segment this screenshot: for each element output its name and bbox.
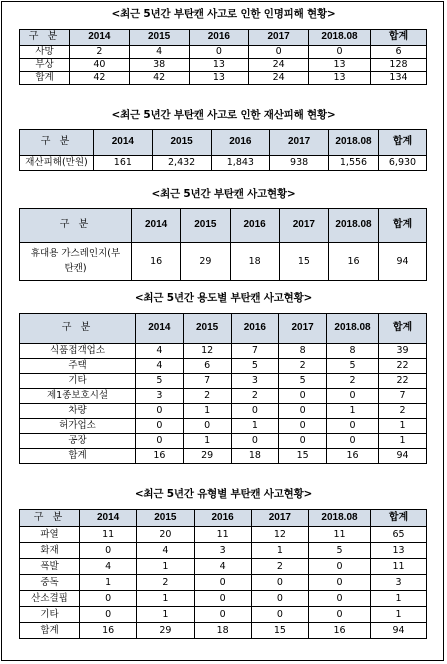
table-cell: 42 [70,72,130,85]
row-label: 합계 [20,449,136,464]
table-row [20,46,427,59]
header-cell: 2017 [251,510,308,527]
table-cell: 94 [379,449,427,464]
table-cell: 4 [80,559,137,575]
header-cell: 2016 [230,209,279,243]
row-label: 기타 [20,374,136,389]
table-cell: 1 [183,434,231,449]
table-cell: 0 [136,434,184,449]
table-cell: 0 [183,419,231,434]
table-row [20,359,427,374]
table-cell: 39 [379,344,427,359]
row-label: 식품접객업소 [20,344,136,359]
table-cell: 1,843 [211,156,270,171]
header-cell: 2014 [136,314,184,344]
table-cell: 16 [309,623,371,639]
table-cell: 65 [371,527,427,543]
table-cell: 0 [279,404,327,419]
section1-title: <최근 5년간 부탄캔 사고로 인한 인명피해 현황> [111,8,336,20]
table-row [20,575,427,591]
table-cell: 0 [194,607,251,623]
table-row [20,449,427,464]
table-cell: 15 [279,449,327,464]
header-cell: 2018.08 [309,30,371,46]
table-cell: 38 [129,59,189,72]
row-label: 휴대용 가스레인지(부탄캔) [20,243,132,281]
table-cell: 0 [279,434,327,449]
table-cell: 0 [189,46,249,59]
header-cell: 구 분 [20,314,136,344]
header-cell: 구 분 [20,130,94,156]
table-cell: 42 [129,72,189,85]
usage-accident-table [19,313,427,464]
table-cell: 1,556 [329,156,379,171]
header-cell: 2014 [80,510,137,527]
accident-table [19,208,427,281]
table-cell: 16 [136,449,184,464]
header-cell: 합계 [371,30,427,46]
type-accident-table [19,509,427,639]
table-header-row [20,130,427,156]
header-cell: 2018.08 [329,130,379,156]
section5-title: <최근 5년간 유형별 부탄캔 사고현황> [134,488,313,500]
table-cell: 4 [136,344,184,359]
header-cell: 2015 [129,30,189,46]
table-row [20,243,427,281]
table-header-row [20,30,427,46]
table-cell: 16 [132,243,181,281]
table-cell: 94 [379,243,427,281]
row-label: 파열 [20,527,80,543]
table-cell: 0 [231,434,279,449]
table-cell: 1 [251,543,308,559]
table-cell: 24 [249,72,309,85]
table-cell: 12 [251,527,308,543]
table-cell: 0 [251,607,308,623]
header-cell: 2018.08 [327,314,379,344]
header-cell: 2014 [132,209,181,243]
table-cell: 0 [309,559,371,575]
table-cell: 2 [231,389,279,404]
table-cell: 128 [371,59,427,72]
table-cell: 0 [249,46,309,59]
table-row [20,527,427,543]
table-cell: 7 [379,389,427,404]
table-cell: 3 [231,374,279,389]
table-cell: 22 [379,374,427,389]
row-label: 중독 [20,575,80,591]
table-cell: 11 [80,527,137,543]
table-row [20,419,427,434]
table-cell: 0 [309,46,371,59]
table-cell: 2 [279,359,327,374]
table-cell: 11 [194,527,251,543]
row-label: 공장 [20,434,136,449]
header-cell: 2015 [181,209,230,243]
row-label: 합계 [20,72,70,85]
table-cell: 3 [194,543,251,559]
table-row [20,559,427,575]
table-cell: 0 [136,419,184,434]
table-cell: 1 [80,575,137,591]
table-cell: 1 [183,404,231,419]
table-cell: 1 [371,591,427,607]
table-row [20,374,427,389]
table-cell: 8 [279,344,327,359]
table-cell: 1 [371,607,427,623]
table-cell: 4 [194,559,251,575]
header-cell: 2016 [189,30,249,46]
table-cell: 11 [309,527,371,543]
table-cell: 0 [279,419,327,434]
table-row [20,156,427,171]
table-cell: 6 [371,46,427,59]
table-cell: 15 [279,243,328,281]
table-cell: 0 [309,607,371,623]
table-cell: 0 [80,543,137,559]
table-cell: 0 [136,404,184,419]
header-cell: 2016 [211,130,270,156]
table-cell: 0 [194,591,251,607]
table-cell: 16 [329,243,379,281]
table-cell: 4 [136,359,184,374]
table-cell: 7 [231,344,279,359]
table-cell: 1 [231,419,279,434]
table-cell: 16 [327,449,379,464]
table-cell: 0 [309,591,371,607]
header-cell: 구 분 [20,30,70,46]
row-label: 합계 [20,623,80,639]
property-damage-table [19,129,427,171]
table-cell: 2 [183,389,231,404]
table-cell: 5 [136,374,184,389]
header-cell: 2015 [152,130,211,156]
row-label: 차량 [20,404,136,419]
header-cell: 구 분 [20,209,132,243]
table-cell: 0 [251,591,308,607]
table-cell: 7 [183,374,231,389]
table-cell: 40 [70,59,130,72]
table-cell: 29 [137,623,194,639]
table-cell: 0 [231,404,279,419]
table-cell: 4 [129,46,189,59]
table-cell: 161 [94,156,153,171]
table-cell: 0 [251,575,308,591]
table-cell: 1 [379,434,427,449]
table-cell: 5 [231,359,279,374]
section2-title: <최근 5년간 부탄캔 사고로 인한 재산피해 현황> [111,109,336,121]
header-cell: 합계 [379,209,427,243]
table-cell: 18 [194,623,251,639]
table-row [20,404,427,419]
table-cell: 2 [251,559,308,575]
table-cell: 1 [379,419,427,434]
table-cell: 5 [279,374,327,389]
table-header-row [20,510,427,527]
table-cell: 12 [183,344,231,359]
table-header-row [20,314,427,344]
table-cell: 29 [183,449,231,464]
table-cell: 1 [137,559,194,575]
header-cell: 합계 [371,510,427,527]
header-cell: 2018.08 [329,209,379,243]
header-cell: 2017 [279,209,328,243]
table-cell: 134 [371,72,427,85]
table-cell: 0 [80,591,137,607]
row-label: 기타 [20,607,80,623]
table-cell: 0 [309,575,371,591]
header-cell: 합계 [379,314,427,344]
row-label: 사망 [20,46,70,59]
table-cell: 2 [137,575,194,591]
casualty-table [19,29,427,85]
header-cell: 구 분 [20,510,80,527]
table-cell: 0 [80,607,137,623]
table-row [20,434,427,449]
table-cell: 1 [137,591,194,607]
table-row [20,623,427,639]
table-cell: 6,930 [379,156,427,171]
header-cell: 2014 [94,130,153,156]
table-cell: 1 [327,404,379,419]
row-label: 부상 [20,59,70,72]
table-cell: 2 [379,404,427,419]
table-cell: 16 [80,623,137,639]
table-row [20,389,427,404]
row-label: 제1종보호시설 [20,389,136,404]
table-cell: 6 [183,359,231,374]
header-cell: 합계 [379,130,427,156]
table-cell: 0 [327,434,379,449]
table-cell: 20 [137,527,194,543]
table-cell: 18 [230,243,279,281]
row-label: 허가업소 [20,419,136,434]
table-cell: 94 [371,623,427,639]
table-cell: 2 [327,374,379,389]
table-cell: 3 [371,575,427,591]
table-cell: 938 [270,156,329,171]
section3-title: <최근 5년간 부탄캔 사고현황> [151,188,296,200]
section4-title: <최근 5년간 용도별 부탄캔 사고현황> [134,292,313,304]
table-cell: 2,432 [152,156,211,171]
table-cell: 8 [327,344,379,359]
table-row [20,344,427,359]
table-cell: 18 [231,449,279,464]
table-cell: 29 [181,243,230,281]
header-cell: 2016 [231,314,279,344]
header-cell: 2015 [137,510,194,527]
table-cell: 0 [327,419,379,434]
table-cell: 13 [189,59,249,72]
table-row [20,543,427,559]
table-header-row [20,209,427,243]
table-cell: 5 [327,359,379,374]
table-cell: 4 [137,543,194,559]
row-label: 폭발 [20,559,80,575]
header-cell: 2018.08 [309,510,371,527]
table-cell: 0 [327,389,379,404]
table-row [20,607,427,623]
row-label: 화재 [20,543,80,559]
table-cell: 0 [194,575,251,591]
header-cell: 2014 [70,30,130,46]
table-row [20,591,427,607]
table-cell: 13 [371,543,427,559]
header-cell: 2017 [279,314,327,344]
table-cell: 3 [136,389,184,404]
table-cell: 0 [279,389,327,404]
table-cell: 13 [189,72,249,85]
row-label: 주택 [20,359,136,374]
table-cell: 24 [249,59,309,72]
table-row [20,59,427,72]
table-cell: 2 [70,46,130,59]
row-label: 재산피해(만원) [20,156,94,171]
header-cell: 2017 [270,130,329,156]
table-cell: 15 [251,623,308,639]
table-cell: 13 [309,59,371,72]
table-cell: 22 [379,359,427,374]
header-cell: 2017 [249,30,309,46]
table-cell: 5 [309,543,371,559]
header-cell: 2015 [183,314,231,344]
table-cell: 11 [371,559,427,575]
table-cell: 13 [309,72,371,85]
row-label: 산소결핍 [20,591,80,607]
header-cell: 2016 [194,510,251,527]
table-cell: 1 [137,607,194,623]
table-row [20,72,427,85]
